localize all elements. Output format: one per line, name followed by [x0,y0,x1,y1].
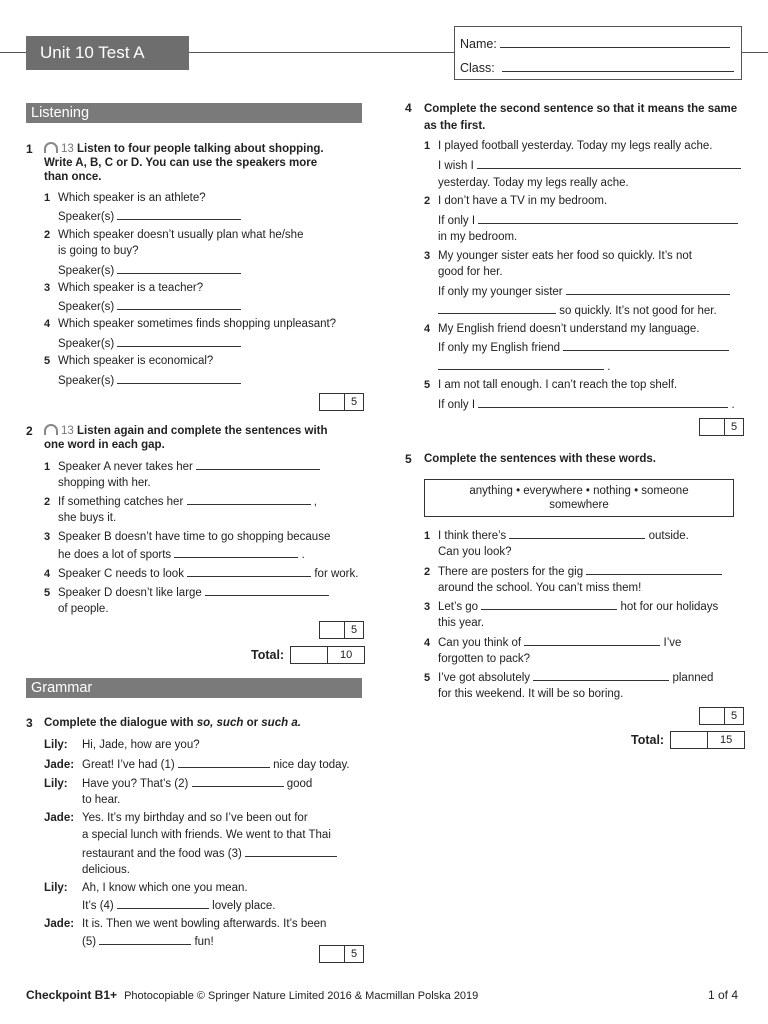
answer-field[interactable] [117,372,241,384]
grammar-section-title: Grammar [26,678,362,698]
list-item: 4 Which speaker sometimes finds shopping unpleasant? [44,318,337,330]
list-item-cont: in my bedroom. [438,231,518,243]
dialogue-line-cont: (5) fun! [82,933,214,951]
gap-field[interactable] [524,634,660,646]
name-row [460,36,730,51]
list-item: 2 Which speaker doesn’t usually plan what he/she [44,229,304,241]
list-item: 3 Which speaker is a teacher? [44,282,204,294]
score-input[interactable] [700,708,725,724]
gap-field[interactable] [192,775,284,787]
gap-field[interactable] [481,598,617,610]
list-item: 4 Can you think of I’ve [424,634,681,652]
list-item: 3 Speaker B doesn’t have time to go shopping because [44,531,331,543]
total-input[interactable] [671,732,708,748]
question-number: 5 [405,452,412,466]
headphones-icon [44,424,58,435]
gap-field[interactable] [477,157,741,169]
list-item: 3 My younger sister eats her food so quickly. It’s not [424,250,692,262]
total-label: Total: [631,733,665,747]
list-item: 1 Speaker A never takes her [44,458,320,476]
q4-instruction: Complete the second sentence so that it means the same as the first. [424,103,738,132]
dialogue-line: Lily: Hi, Jade, how are you? [44,739,200,751]
name-label: Name: [460,37,497,51]
list-item: 4 My English friend doesn’t understand my language. [424,323,700,335]
gap-field[interactable] [533,669,669,681]
dialogue-line-cont: restaurant and the food was (3) [82,845,337,863]
footer-copyright: Photocopiable © Springer Nature Limited 2016 & Macmillan Polska 2019 [124,990,479,1002]
list-item: 5 Speaker D doesn’t like large [44,584,329,602]
list-item: 5 Which speaker is economical? [44,355,214,367]
track-number: 13 [61,143,74,155]
dialogue-line: Lily: Ah, I know which one you mean. [44,882,248,894]
list-item-cont: If only my English friend [438,339,729,357]
list-item: 3 Let’s go hot for our holidays [424,598,718,616]
score-input[interactable] [320,946,345,962]
dialogue-line-cont: It’s (4) lovely place. [82,897,275,915]
score-box: 5 [699,418,744,436]
unit-title: Unit 10 Test A [26,36,189,70]
footer-brand: Checkpoint B1+ [26,988,118,1002]
dialogue-line-cont: delicious. [82,864,130,876]
answer-field[interactable] [117,298,241,310]
list-item: 4 Speaker C needs to look for work. [44,565,358,583]
gap-field[interactable] [586,563,722,575]
class-field[interactable] [502,60,734,72]
total-label: Total: [251,648,285,662]
name-field[interactable] [500,36,730,48]
gap-field[interactable] [196,458,320,470]
total-input[interactable] [291,647,328,663]
question-number: 4 [405,101,412,115]
word-box-line: somewhere [549,499,609,511]
answer-field[interactable] [117,208,241,220]
gap-field[interactable] [509,527,645,539]
answer-row: Speaker(s) [58,262,241,280]
dialogue-line: Lily: Have you? That’s (2) good [44,775,312,793]
gap-field[interactable] [178,756,270,768]
answer-row: Speaker(s) [58,335,241,353]
list-item: 5 I am not tall enough. I can’t reach the top shelf. [424,379,678,391]
question-number: 2 [26,424,33,438]
list-item: 2 If something catches her , [44,493,317,511]
list-item: 2 There are posters for the gig [424,563,722,581]
total-box: 15 [670,731,745,749]
list-item: 1 I played football yesterday. Today my legs really ache. [424,140,713,152]
dialogue-line: Jade: Yes. It’s my birthday and so I’ve been out for [44,812,308,824]
name-class-box [454,26,742,80]
dialogue-line: Jade: It is. Then we went bowling afterwards. It’s been [44,918,327,930]
list-item: 1 I think there’s outside. [424,527,689,545]
list-item-cont: she buys it. [58,512,117,524]
gap-field[interactable] [99,933,191,945]
list-item-cont: so quickly. It’s not good for her. [438,302,717,320]
list-item-cont: . [438,358,610,376]
list-item-cont: If only I . [438,396,735,414]
list-item-cont: yesterday. Today my legs really ache. [438,177,629,189]
list-item-cont: I wish I [438,157,741,175]
gap-field[interactable] [117,897,209,909]
score-input[interactable] [320,622,345,638]
list-item-cont: If only my younger sister [438,283,730,301]
total-row [631,731,745,749]
gap-field[interactable] [245,845,337,857]
gap-field[interactable] [187,565,311,577]
question-number: 1 [26,142,33,156]
list-item-cont: he does a lot of sports . [58,546,305,564]
gap-field[interactable] [563,339,729,351]
list-item-cont: for this weekend. It will be so boring. [438,688,624,700]
answer-field[interactable] [117,335,241,347]
q3-instruction: Complete the dialogue with so, such or such a. [44,717,301,729]
list-item-cont: this year. [438,617,485,629]
q2-instruction [44,424,344,452]
gap-field[interactable] [438,358,604,370]
gap-field[interactable] [438,302,556,314]
score-box: 5 [319,945,364,963]
gap-field[interactable] [174,546,298,558]
list-item-cont: good for her. [438,266,503,278]
q1-instruction [44,142,344,184]
track-number: 13 [61,425,74,437]
answer-field[interactable] [117,262,241,274]
gap-field[interactable] [566,283,730,295]
list-item-cont: of people. [58,603,109,615]
total-row [251,646,365,664]
dialogue-line: Jade: Great! I’ve had (1) nice day today. [44,756,350,774]
list-item-cont: is going to buy? [58,245,139,257]
class-row [460,60,734,75]
page-number: 1 of 4 [708,988,739,1002]
listening-section-title: Listening [26,103,362,123]
class-label: Class: [460,61,495,75]
list-item-cont: If only I [438,212,738,230]
word-box [424,479,734,517]
score-box: 5 [699,707,744,725]
list-item: 2 I don’t have a TV in my bedroom. [424,195,608,207]
list-item-cont: forgotten to pack? [438,653,531,665]
list-item-cont: shopping with her. [58,477,151,489]
gap-field[interactable] [187,493,311,505]
list-item-cont: Can you look? [438,546,512,558]
word-box-line: anything • everywhere • nothing • someone [469,485,689,497]
score-input[interactable] [320,394,345,410]
answer-row: Speaker(s) [58,372,241,390]
score-box: 5 [319,621,364,639]
footer [26,988,478,1002]
gap-field[interactable] [478,212,738,224]
question-number: 3 [26,716,33,730]
answer-row: Speaker(s) [58,208,241,226]
q5-instruction: Complete the sentences with these words. [424,453,656,465]
dialogue-line-cont: to hear. [82,794,121,806]
q1-instruction-text: Listen to four people talking about shopping. Write A, B, C or D. You can use the speakers more than once. [44,143,324,183]
headphones-icon [44,142,58,153]
score-box: 5 [319,393,364,411]
answer-row: Speaker(s) [58,298,241,316]
score-input[interactable] [700,419,725,435]
list-item: 1 Which speaker is an athlete? [44,192,206,204]
total-box: 10 [290,646,365,664]
q2-instruction-text: Listen again and complete the sentences with one word in each gap. [44,425,328,451]
list-item: 5 I’ve got absolutely planned [424,669,713,687]
gap-field[interactable] [205,584,329,596]
list-item-cont: around the school. You can’t miss them! [438,582,642,594]
dialogue-line-cont: a special lunch with friends. We went to that Thai [82,829,331,841]
gap-field[interactable] [478,396,728,408]
